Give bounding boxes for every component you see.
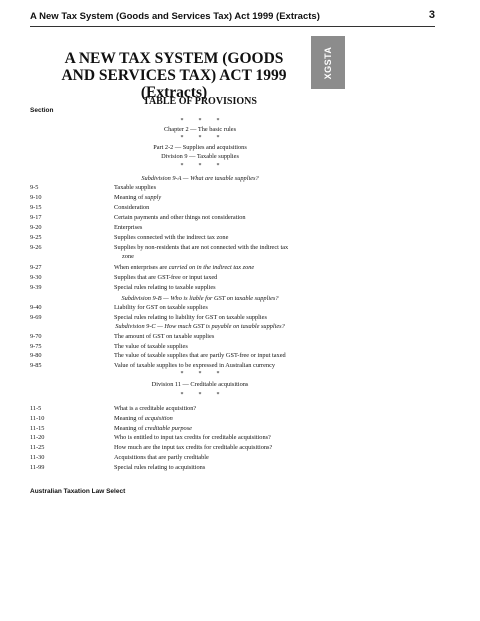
provision-title — [114, 433, 324, 442]
toc-entry — [0, 303, 480, 312]
provision-title — [114, 414, 324, 423]
subdivision-heading: Subdivision 9-A — What are taxable supplies? — [141, 175, 259, 182]
part-heading: Part 2-2 — Supplies and acquisitions — [153, 144, 247, 151]
provision-title — [114, 361, 324, 370]
provision-title-text: Special rules relating to taxable supplies — [114, 284, 216, 291]
running-header-title: A New Tax System (Goods and Services Tax) Act 1999 (Extracts) — [30, 11, 320, 22]
section-column-label: Section — [30, 107, 54, 114]
section-number: 11-10 — [30, 414, 45, 422]
provision-title-text: Special rules relating to acquisitions — [114, 463, 206, 471]
toc-entry — [0, 213, 480, 222]
provision-title-text: Taxable supplies — [114, 184, 157, 191]
page-number: 3 — [428, 9, 435, 21]
section-number: 9-10 — [30, 194, 42, 201]
provision-title-text: What is a creditable acquisition? — [114, 405, 197, 412]
toc-entry — [0, 283, 480, 292]
provision-title — [114, 213, 324, 222]
provision-title-text: Who is entitled to input tax credits for creditable acquisitions? — [114, 434, 271, 442]
toc-entry — [0, 433, 480, 442]
provision-title-text: Certain payments and other things not consideration — [114, 214, 246, 221]
section-number: 9-15 — [30, 204, 42, 211]
provision-title — [114, 203, 324, 212]
provision-title — [114, 223, 324, 232]
section-number: 9-25 — [30, 234, 42, 241]
provision-title-text: How much are the input tax credits for creditable acquisitions? — [114, 444, 273, 452]
toc-entry — [0, 453, 480, 462]
toc-entry — [0, 273, 480, 282]
toc-entry — [0, 223, 480, 232]
subdivision-heading: Subdivision 9-B — Who is liable for GST on taxable supplies? — [121, 295, 279, 302]
stars-separator: * * * — [180, 163, 220, 169]
provision-title-text: Meaning of — [114, 194, 145, 201]
chapter-heading: Chapter 2 — The basic rules — [163, 126, 237, 133]
toc-entry — [0, 263, 480, 272]
provision-title-text: Supplies that are GST-free or input taxed — [114, 274, 218, 281]
section-number: 9-20 — [30, 224, 42, 231]
toc-entry — [0, 203, 480, 212]
defined-term: creditable purpose — [144, 424, 192, 432]
provision-title — [114, 273, 324, 282]
provision-title-text: Enterprises — [114, 224, 143, 231]
section-number: 9-27 — [30, 264, 42, 271]
provision-title-text: When enterprises are — [114, 264, 169, 271]
provision-title-text: Acquisitions that are partly creditable — [114, 454, 209, 461]
provision-title — [114, 453, 324, 462]
section-number: 11-99 — [30, 463, 45, 471]
provision-title-text: Consideration — [114, 204, 150, 211]
provision-title-text: Supplies by non-residents that are not connected with the indirect tax — [114, 244, 289, 251]
division-heading: Division 11 — Creditable acquisitions — [151, 381, 249, 388]
toc-entry — [0, 404, 480, 413]
stars-separator: * * * — [180, 371, 220, 377]
section-number: 11-20 — [30, 434, 45, 442]
provision-title — [114, 424, 324, 433]
toc-entry — [0, 443, 480, 452]
toc-entry — [0, 233, 480, 242]
provision-title — [114, 183, 324, 192]
toc-entry — [0, 342, 480, 351]
provision-title — [114, 303, 324, 312]
toc-entry — [0, 414, 480, 423]
provision-title-continuation: zone — [122, 253, 134, 260]
toc-entry — [0, 243, 480, 261]
provision-title-text: Meaning of — [114, 414, 145, 422]
stars-separator: * * * — [180, 135, 220, 141]
provision-title — [114, 332, 324, 341]
provision-title-text: Special rules relating to liability for GST on taxable supplies — [114, 313, 267, 321]
section-number: 9-40 — [30, 304, 42, 311]
section-number: 9-75 — [30, 342, 42, 350]
toc-entry — [0, 361, 480, 370]
stars-separator: * * * — [180, 118, 220, 124]
footer-publication: Australian Taxation Law Select — [30, 488, 126, 495]
section-number: 9-30 — [30, 274, 42, 281]
toc-entry — [0, 193, 480, 202]
provision-title — [114, 233, 324, 242]
provision-title-text: The amount of GST on taxable supplies — [114, 333, 215, 340]
provision-title-text: The value of taxable supplies — [114, 342, 188, 350]
section-number: 11-25 — [30, 444, 45, 452]
section-number: 9-26 — [30, 244, 42, 251]
provision-title-text: The value of taxable supplies that are partly GST-free or input taxed — [114, 352, 286, 359]
defined-term: carried on in the indirect tax zone — [168, 264, 255, 271]
toc-entry — [0, 313, 480, 322]
stars-separator: * * * — [180, 392, 220, 398]
section-number: 9-5 — [30, 184, 39, 191]
defined-term: supply — [144, 194, 162, 201]
provision-title — [114, 342, 324, 351]
provision-title — [114, 193, 324, 202]
provision-title — [114, 313, 324, 322]
side-tab-label: XGSTA — [323, 46, 333, 79]
provision-title — [114, 283, 324, 292]
provision-title-text: Supplies connected with the indirect tax zone — [114, 234, 229, 241]
section-number: 11-5 — [30, 405, 42, 412]
section-number: 11-30 — [30, 454, 45, 461]
section-number: 9-39 — [30, 284, 42, 291]
division-heading: Division 9 — Taxable supplies — [161, 153, 239, 160]
toc-heading: TABLE OF PROVISIONS — [143, 96, 257, 107]
section-number: 9-69 — [30, 313, 42, 321]
defined-term: acquisition — [144, 414, 173, 422]
toc-entry — [0, 424, 480, 433]
provision-title — [114, 404, 324, 413]
provision-title-text: Value of taxable supplies to be expressed in Australian currency — [114, 361, 276, 369]
section-number: 11-15 — [30, 424, 45, 432]
document-title: A NEW TAX SYSTEM (GOODS AND SERVICES TAX) ACT 1999 (Extracts) — [61, 50, 287, 101]
subdivision-heading: Subdivision 9-C — How much GST is payable on taxable supplies? — [115, 323, 285, 330]
provision-title-text: Meaning of — [114, 424, 145, 432]
toc-entry — [0, 463, 480, 472]
provision-title — [114, 263, 324, 272]
toc-entry — [0, 351, 480, 360]
section-number: 9-17 — [30, 214, 42, 221]
section-number: 9-85 — [30, 361, 42, 369]
provision-title-text: Liability for GST on taxable supplies — [114, 304, 208, 311]
provision-title — [114, 463, 324, 472]
section-number: 9-80 — [30, 352, 42, 359]
provision-title — [114, 243, 324, 261]
provision-title — [114, 351, 324, 360]
toc-entry — [0, 183, 480, 192]
toc-entry — [0, 332, 480, 341]
section-number: 9-70 — [30, 333, 42, 340]
provision-title — [114, 443, 324, 452]
